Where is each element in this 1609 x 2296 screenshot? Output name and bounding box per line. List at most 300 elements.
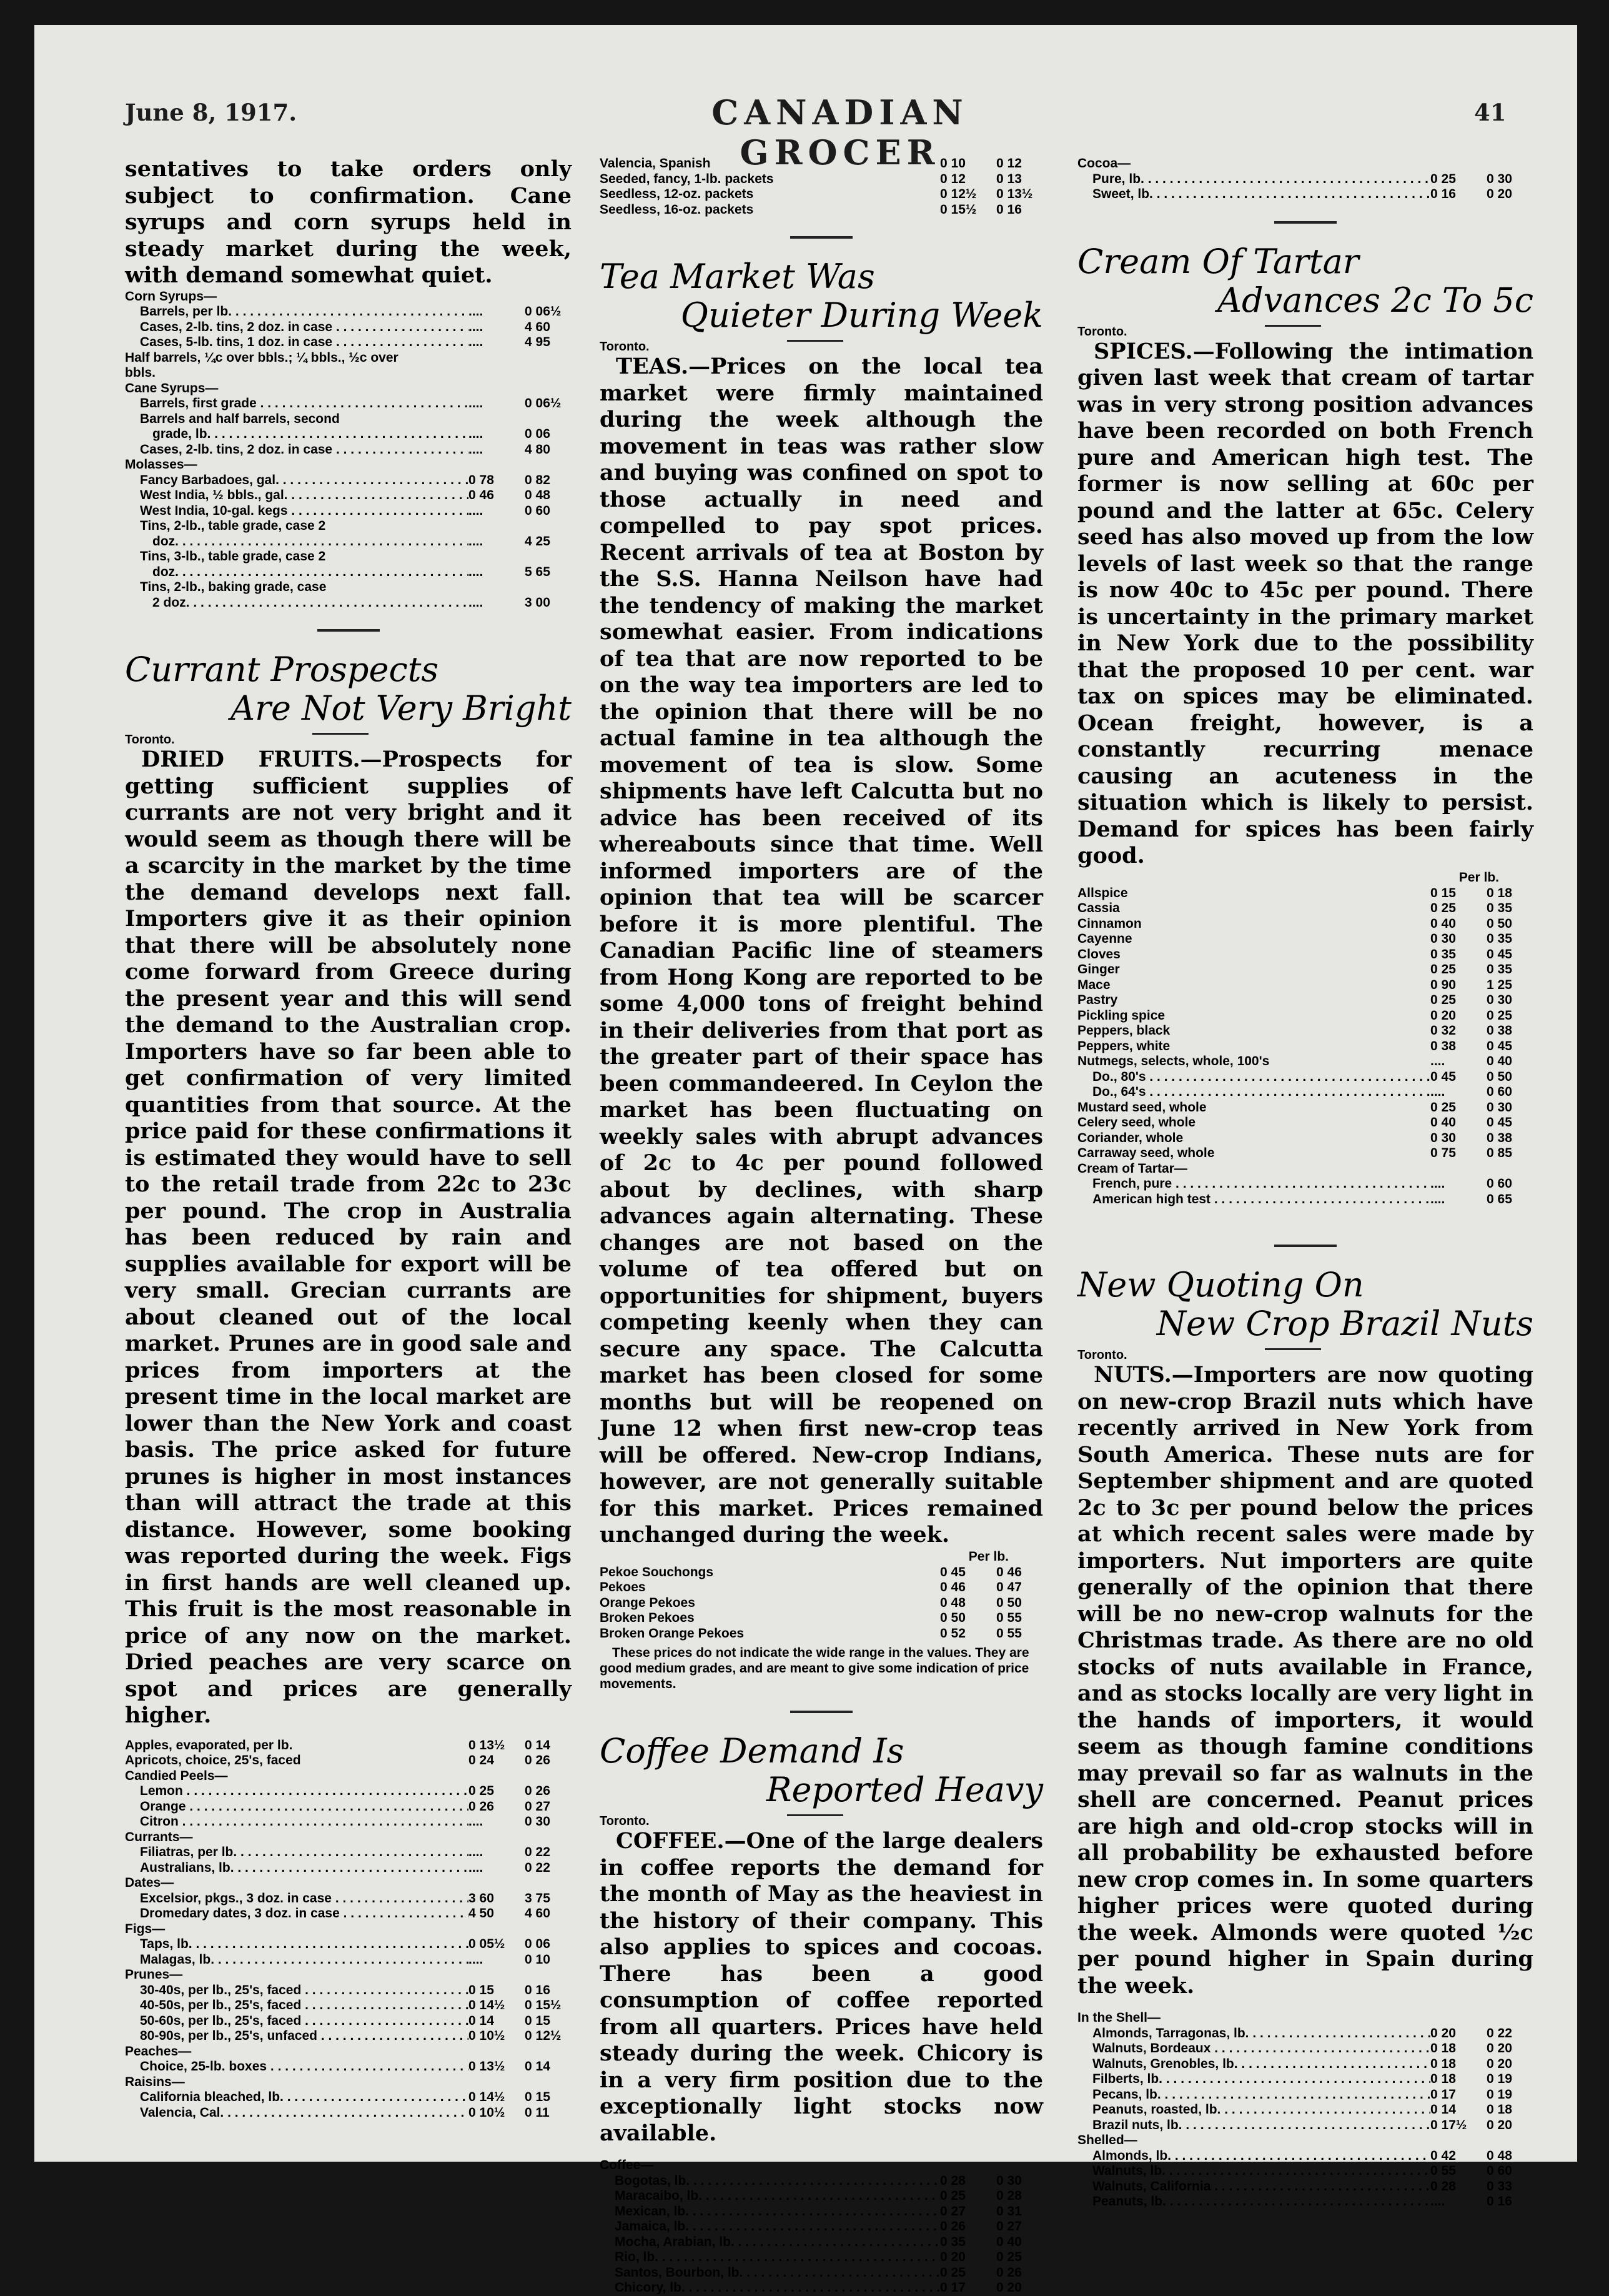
item-name: Barrels, per lb. . . . xyxy=(140,304,468,320)
high-price: 0 15 xyxy=(525,2013,550,2028)
item-name: West India, ½ bbls., gal. . . . xyxy=(140,488,468,504)
low-price: 0 30 xyxy=(1430,932,1456,946)
item-name: American high test . . . xyxy=(1092,1192,1430,1208)
price-row xyxy=(125,2014,572,2029)
high-price: 0 48 xyxy=(1487,2148,1512,2163)
item-name: Cases, 5-lb. tins, 1 doz. in case . . . xyxy=(140,335,468,350)
high-price: 1 25 xyxy=(1487,977,1512,992)
item-name: Peanuts, lb. . . . xyxy=(1092,2194,1430,2210)
low-price: .... xyxy=(468,319,483,334)
price-row xyxy=(1077,1161,1533,1177)
high-price xyxy=(525,457,572,473)
low-price: 0 25 xyxy=(940,2265,966,2280)
high-price xyxy=(1487,2010,1533,2026)
cocoa-price-table xyxy=(1077,156,1533,202)
column-1 xyxy=(125,156,572,2120)
item-name: Taps, lb. . . . xyxy=(140,1937,468,1952)
dateline: Toronto. xyxy=(1077,325,1533,339)
price-row xyxy=(125,1845,572,1861)
high-price xyxy=(525,549,572,565)
low-price: 0 75 xyxy=(1430,1146,1456,1160)
item-name: Seeded, fancy, 1-lb. packets xyxy=(600,171,774,186)
high-price: 0 25 xyxy=(996,2250,1022,2264)
item-name: Cloves xyxy=(1077,947,1121,962)
high-price: 0 50 xyxy=(1487,1069,1512,1084)
headline-line-1: New Quoting On xyxy=(1077,1265,1364,1305)
low-price xyxy=(468,381,525,397)
item-name: Valencia, Spanish xyxy=(600,156,711,171)
price-row xyxy=(1077,917,1533,932)
syrups-price-table xyxy=(125,289,572,611)
item-name: Pecans, lb. . . . xyxy=(1092,2087,1430,2103)
low-price: 0 14½ xyxy=(468,1998,505,2012)
price-row xyxy=(125,1784,572,1799)
item-name: Tins, 3-lb., table grade, case 2 xyxy=(140,549,326,564)
low-price: 4 50 xyxy=(468,1906,494,1921)
high-price xyxy=(1487,2133,1533,2149)
page-date: June 8, 1917. xyxy=(125,99,297,126)
price-row xyxy=(1077,1039,1533,1055)
low-price: 0 46 xyxy=(468,488,494,502)
item-name: 40-50s, per lb., 25's, faced . . . xyxy=(140,1998,468,2014)
low-price xyxy=(468,2044,525,2060)
low-price xyxy=(468,1876,525,1891)
high-price: 0 20 xyxy=(1487,2056,1512,2071)
low-price: .... xyxy=(1430,1085,1445,1099)
headline-line-1: Coffee Demand Is xyxy=(600,1731,904,1771)
high-price: 5 65 xyxy=(525,564,550,579)
low-price: 0 13½ xyxy=(468,2059,505,2074)
high-price: 0 50 xyxy=(1487,916,1512,931)
price-row xyxy=(1077,993,1533,1008)
item-name: Cream of Tartar— xyxy=(1077,1161,1187,1176)
price-row xyxy=(125,396,572,412)
publication-title: CANADIAN GROCER xyxy=(711,92,969,172)
high-price: 0 13 xyxy=(996,171,1022,186)
price-row xyxy=(600,172,1043,187)
column-2 xyxy=(600,156,1043,2296)
currant-headline xyxy=(125,650,572,728)
low-price: 0 78 xyxy=(468,472,494,487)
tea-article: TEAS.—Prices on the local tea market were firmly maintained during the week although the movement in teas was rather slow and buying was confined on spot to those actually in need and compelled to pay spot prices. Recent arrivals of tea at Boston by the S.S. Hanna Neilson have had the tendency of making the market somewhat easier. From indications of tea that are now reported to be on the way tea importers are led to the opinion that there will be no actual famine in tea although the movement of tea is slow. Some shipments have left Calcutta but no advice has been received of its whereabouts since that time. Well informed importers are of the opinion that tea will be scarcer before it is more plentiful. The Canadian Pacific line of steamers from Hong Kong are reported to be some 4,000 tons of freight behind in their deliveries from that port as the greater part of their space has been commandeered. In Ceylon the market has been fluctuating on weekly sales with abrupt advances of 2c to 4c per pound followed about by declines, with sharp advances again alternating. These changes are not based on the volume of tea offered but on opportunities for shipment, buyers competing keenly when they can secure any space. The Calcutta market has been closed for some months but will be reopened on June 12 when first new-crop teas will be offered. New-crop Indians, however, are not generally suitable for this market. Prices remained unchanged during the week. xyxy=(600,354,1043,1548)
item-name: Maracaibo, lb. . . . xyxy=(615,2189,940,2204)
item-name: 30-40s, per lb., 25's, faced . . . xyxy=(140,1983,468,1999)
coffee-price-table xyxy=(600,2158,1043,2296)
low-price: 0 10½ xyxy=(468,2029,505,2043)
price-row xyxy=(1077,886,1533,902)
dateline: Toronto. xyxy=(600,340,1043,354)
item-name: Dates— xyxy=(125,1876,174,1890)
item-name: Filiatras, per lb. . . . xyxy=(140,1845,468,1861)
item-name: Walnuts, Bordeaux . . . xyxy=(1092,2041,1430,2057)
high-price: 0 25 xyxy=(1487,1008,1512,1023)
item-name: Broken Orange Pekoes xyxy=(600,1626,745,1641)
low-price: 0 16 xyxy=(1430,187,1456,201)
price-row xyxy=(125,1753,572,1769)
item-name: Prunes— xyxy=(125,1967,183,1982)
high-price: 0 65 xyxy=(1487,1191,1512,1206)
high-price xyxy=(525,1876,572,1891)
high-price: 0 28 xyxy=(996,2189,1022,2203)
price-row xyxy=(600,1596,1043,1611)
price-row xyxy=(600,2189,1043,2204)
high-price: 0 06½ xyxy=(525,304,562,319)
price-row xyxy=(125,595,572,611)
price-row xyxy=(1077,1054,1533,1070)
high-price: 0 06½ xyxy=(525,396,562,410)
low-price: 0 45 xyxy=(940,1564,966,1579)
item-name: Filberts, lb. . . . xyxy=(1092,2072,1430,2087)
high-price xyxy=(525,1967,572,1983)
high-price xyxy=(1487,156,1533,172)
price-row xyxy=(1077,1085,1533,1100)
high-price xyxy=(1487,1161,1533,1177)
coffee-article: COFFEE.—One of the large dealers in coffee reports the demand for the month of May as the heaviest in the history of their company. This also applies to spices and cocoas. There has been a good consumption of coffee reported from all quarters. Prices have held steady during the week. Chicory is in a very firm position due to the exceptionally light stocks now available. xyxy=(600,1828,1043,2146)
low-price xyxy=(468,2075,525,2090)
low-price: 0 05½ xyxy=(468,1937,505,1951)
high-price: 0 45 xyxy=(1487,1038,1512,1053)
item-name: West India, 10-gal. kegs . . . xyxy=(140,504,468,519)
item-name: Cinnamon xyxy=(1077,916,1142,931)
low-price: 0 45 xyxy=(1430,1069,1456,1084)
price-row xyxy=(1077,1023,1533,1039)
low-price xyxy=(468,1967,525,1983)
nuts-price-table xyxy=(1077,2010,1533,2210)
price-row xyxy=(125,473,572,489)
price-row xyxy=(1077,1131,1533,1146)
item-name: Peaches— xyxy=(125,2044,192,2059)
price-row xyxy=(600,2174,1043,2189)
high-price: 0 82 xyxy=(525,472,550,487)
item-name: bbls. xyxy=(125,365,156,380)
item-name: Corn Syrups— xyxy=(125,289,217,304)
low-price: .... xyxy=(468,442,483,457)
price-row xyxy=(1077,156,1533,172)
syrups-intro: sentatives to take orders only subject to confirmation. Cane syrups and corn syrups held in steady market during the week, with demand somewhat quiet. xyxy=(125,156,572,288)
item-name: Walnuts, Grenobles, lb. . . . xyxy=(1092,2057,1430,2072)
high-price: 4 25 xyxy=(525,534,550,549)
item-name: Cassia xyxy=(1077,901,1120,915)
price-row xyxy=(125,1738,572,1754)
item-name: Walnuts, lb. . . . xyxy=(1092,2164,1430,2179)
item-name: Ginger xyxy=(1077,962,1120,977)
nuts-headline xyxy=(1077,1266,1533,1343)
high-price: 0 22 xyxy=(1487,2025,1512,2040)
low-price: 0 50 xyxy=(940,1611,966,1625)
low-price: 0 48 xyxy=(940,1595,966,1610)
high-price: 0 26 xyxy=(525,1753,550,1767)
low-price: 0 25 xyxy=(1430,993,1456,1007)
low-price: 0 90 xyxy=(1430,977,1456,992)
low-price: 0 27 xyxy=(940,2204,966,2219)
price-row xyxy=(125,320,572,335)
dried-fruits-price-table xyxy=(125,1738,572,2121)
item-name: Cayenne xyxy=(1077,932,1132,946)
high-price: 3 75 xyxy=(525,1891,550,1906)
price-row xyxy=(125,1983,572,1999)
price-row xyxy=(125,1876,572,1891)
high-price: 0 48 xyxy=(525,488,550,502)
high-price xyxy=(996,2158,1043,2174)
high-price: 4 60 xyxy=(525,319,550,334)
low-price: 0 25 xyxy=(1430,171,1456,186)
item-name: Celery seed, whole xyxy=(1077,1115,1196,1130)
low-price: .... xyxy=(1430,1176,1445,1191)
low-price: 0 20 xyxy=(940,2250,966,2264)
high-price: 0 20 xyxy=(1487,187,1512,201)
price-row xyxy=(1077,2041,1533,2057)
high-price: 0 45 xyxy=(1487,1115,1512,1130)
high-price: 0 46 xyxy=(996,1564,1022,1579)
item-name: Apples, evaporated, per lb. xyxy=(125,1737,293,1752)
low-price: 0 15 xyxy=(468,1982,494,1997)
spices-article: SPICES.—Following the intimation given last week that cream of tartar was in very strong position advances have been recorded on both French pure and American high test. The former is now selling at 60c per pound and the latter at 65c. Celery seed has also moved up from the low levels of last week so that the range is now 40c to 45c per pound. There is uncertainty in the primary market in New York due to the possibility that the proposed 10 per cent. war tax on spices may be eliminated. Ocean freight, however, is a constantly recurring menace causing an acuteness in the situation which is likely to persist. Demand for spices has been fairly good. xyxy=(1077,338,1533,868)
headline-line-2: Advances 2c To 5c xyxy=(1217,280,1533,320)
section-rule xyxy=(790,236,853,239)
low-price xyxy=(468,350,525,366)
low-price: .... xyxy=(468,1845,483,1859)
low-price xyxy=(1430,1161,1487,1177)
high-price: 0 60 xyxy=(1487,1085,1512,1099)
price-row xyxy=(600,1580,1043,1596)
high-price xyxy=(525,580,572,595)
high-price xyxy=(525,381,572,397)
low-price: 0 28 xyxy=(940,2173,966,2188)
high-price: 0 06 xyxy=(525,427,550,441)
high-price xyxy=(525,2075,572,2090)
high-price: 0 60 xyxy=(525,503,550,518)
high-price xyxy=(525,365,572,381)
low-price: 0 14 xyxy=(468,2013,494,2028)
low-price: 0 18 xyxy=(1430,2041,1456,2055)
high-price: 0 33 xyxy=(1487,2179,1512,2194)
low-price xyxy=(468,519,525,534)
low-price: .... xyxy=(468,1952,483,1967)
price-row xyxy=(1077,2194,1533,2210)
low-price: 0 15½ xyxy=(940,202,977,217)
price-row xyxy=(1077,1100,1533,1116)
high-price: 0 35 xyxy=(1487,932,1512,946)
price-row xyxy=(1077,2118,1533,2134)
nuts-article: NUTS.—Importers are now quoting on new-crop Brazil nuts which have recently arrived in New York from South America. These nuts are for September shipment and are quoted 2c to 3c per pound below the prices at which recent sales were made by importers. Nut importers are quite generally of the opinion that there will be no new-crop walnuts for the Christmas trade. As there are no old stocks of nuts available in France, and as stocks locally are very light in the hands of importers, it would seem as though famine conditions may prevail so far as walnuts in the shell are concerned. Peanut prices are high and old-crop stocks will in all probability be exhausted before new crop comes in. In some quarters higher prices were quoted during the week. Almonds were quoted ½c per pound higher in Spain during the week. xyxy=(1077,1362,1533,1999)
high-price: 0 20 xyxy=(1487,2117,1512,2132)
low-price: .... xyxy=(468,503,483,518)
raisins-price-table xyxy=(600,156,1043,217)
high-price: 0 27 xyxy=(525,1799,550,1814)
low-price xyxy=(468,1922,525,1937)
high-price: 0 85 xyxy=(1487,1146,1512,1160)
price-row xyxy=(125,457,572,473)
price-row xyxy=(125,565,572,580)
low-price: 0 28 xyxy=(1430,2179,1456,2194)
low-price: .... xyxy=(1430,1191,1445,1206)
price-row xyxy=(125,1998,572,2014)
headline-line-1: Tea Market Was xyxy=(600,257,875,296)
item-name: Peanuts, roasted, lb. . . . xyxy=(1092,2102,1430,2118)
low-price: 0 40 xyxy=(1430,1115,1456,1130)
item-name: Australians, lb. . . . xyxy=(140,1861,468,1876)
item-name: Pickling spice xyxy=(1077,1008,1166,1023)
per-lb-header: Per lb. xyxy=(968,1549,1009,1564)
item-name: 50-60s, per lb., 25's, faced . . . xyxy=(140,2014,468,2029)
item-name: Coriander, whole xyxy=(1077,1130,1184,1145)
section-rule xyxy=(1274,1245,1337,1247)
price-row xyxy=(600,2280,1043,2296)
low-price: 0 40 xyxy=(1430,916,1456,931)
item-name: Cases, 2-lb. tins, 2 doz. in case . . . xyxy=(140,442,468,458)
high-price: 0 18 xyxy=(1487,2102,1512,2117)
price-row xyxy=(1077,2072,1533,2087)
price-row xyxy=(600,2235,1043,2250)
low-price: .... xyxy=(468,564,483,579)
item-name: Tins, 2-lb., baking grade, case xyxy=(140,580,327,594)
item-name: Fancy Barbadoes, gal. . . . xyxy=(140,473,468,489)
price-row xyxy=(1077,2133,1533,2149)
headline-line-2: Reported Heavy xyxy=(766,1770,1043,1809)
high-price: 0 40 xyxy=(996,2234,1022,2249)
high-price: 0 15 xyxy=(525,2090,550,2104)
high-price: 0 15½ xyxy=(525,1998,562,2012)
price-row xyxy=(1077,962,1533,978)
high-price: 0 30 xyxy=(996,2173,1022,2188)
low-price: .... xyxy=(468,304,483,319)
high-price: 0 16 xyxy=(996,202,1022,217)
price-row xyxy=(1077,2164,1533,2179)
price-row xyxy=(1077,187,1533,202)
price-row xyxy=(1077,947,1533,963)
item-name: Broken Pekoes xyxy=(600,1611,695,1625)
price-row xyxy=(125,2075,572,2090)
headline-line-1: Cream Of Tartar xyxy=(1077,241,1359,281)
low-price: 0 20 xyxy=(1430,2025,1456,2040)
headline-line-1: Currant Prospects xyxy=(125,650,439,689)
item-name: Carraway seed, whole xyxy=(1077,1146,1215,1160)
high-price: 0 30 xyxy=(1487,993,1512,1007)
low-price: 0 17 xyxy=(1430,2087,1456,2102)
price-row xyxy=(125,580,572,595)
item-name: Mexican, lb. . . . xyxy=(615,2204,940,2220)
low-price: 3 60 xyxy=(468,1891,494,1906)
low-price: 0 18 xyxy=(1430,2072,1456,2086)
high-price xyxy=(525,289,572,305)
high-price xyxy=(525,350,572,366)
high-price: 0 31 xyxy=(996,2204,1022,2219)
high-price: 0 35 xyxy=(1487,901,1512,915)
high-price: 0 50 xyxy=(996,1595,1022,1610)
item-name: Barrels, first grade . . . xyxy=(140,396,468,412)
item-name: Dromedary dates, 3 doz. in case . . . xyxy=(140,1906,468,1922)
low-price: .... xyxy=(468,427,483,441)
item-name: Orange . . . xyxy=(140,1799,468,1815)
section-rule xyxy=(317,629,380,632)
price-row xyxy=(125,365,572,381)
price-row xyxy=(600,2204,1043,2220)
item-name: Lemon . . . xyxy=(140,1784,468,1799)
high-price: 0 30 xyxy=(1487,1100,1512,1115)
item-name: Pure, lb. . . . xyxy=(1092,172,1430,187)
item-name: Allspice xyxy=(1077,885,1128,900)
low-price: 0 12 xyxy=(940,171,966,186)
low-price: .... xyxy=(468,396,483,410)
item-name: California bleached, lb. . . . xyxy=(140,2090,468,2105)
price-row xyxy=(125,442,572,458)
price-row xyxy=(125,2105,572,2121)
item-name: Cocoa— xyxy=(1077,156,1131,171)
item-name: Excelsior, pkgs., 3 doz. in case . . . xyxy=(140,1891,468,1907)
low-price xyxy=(468,1830,525,1846)
low-price: .... xyxy=(468,1860,483,1875)
price-row xyxy=(125,2029,572,2044)
price-row xyxy=(125,504,572,519)
low-price: 0 26 xyxy=(468,1799,494,1814)
item-name: Almonds, Tarragonas, lb. . . . xyxy=(1092,2026,1430,2042)
headline-line-2: New Crop Brazil Nuts xyxy=(1156,1304,1533,1343)
low-price xyxy=(468,365,525,381)
item-name: Rio, lb. . . . xyxy=(615,2250,940,2265)
high-price: 0 14 xyxy=(525,1737,550,1752)
high-price: 0 26 xyxy=(996,2265,1022,2280)
price-row xyxy=(125,1952,572,1968)
item-name: Bogotas, lb. . . . xyxy=(615,2174,940,2189)
item-name: Orange Pekoes xyxy=(600,1595,695,1610)
price-row xyxy=(1077,2102,1533,2118)
item-name: Peppers, white xyxy=(1077,1038,1171,1053)
price-row xyxy=(600,187,1043,202)
high-price: 4 60 xyxy=(525,1906,550,1921)
low-price xyxy=(468,289,525,305)
item-name: Coffee— xyxy=(600,2158,654,2172)
item-name: Valencia, Cal. . . . xyxy=(140,2105,468,2121)
low-price: 0 17 xyxy=(940,2280,966,2295)
price-row xyxy=(600,2250,1043,2265)
price-row xyxy=(1077,2179,1533,2195)
price-row xyxy=(1077,2010,1533,2026)
price-row xyxy=(1077,2087,1533,2103)
low-price: 0 10½ xyxy=(468,2105,505,2120)
low-price: 0 35 xyxy=(1430,947,1456,962)
tea-headline xyxy=(600,257,1043,335)
price-row xyxy=(1077,1070,1533,1085)
high-price xyxy=(525,2044,572,2060)
item-name: Seedless, 12-oz. packets xyxy=(600,187,754,201)
low-price: 0 52 xyxy=(940,1626,966,1641)
item-name: doz. . . . xyxy=(152,565,468,580)
high-price xyxy=(525,1922,572,1937)
high-price: 0 27 xyxy=(996,2219,1022,2234)
price-row xyxy=(125,304,572,320)
item-name: French, pure . . . xyxy=(1092,1176,1430,1192)
price-row xyxy=(125,412,572,427)
price-row xyxy=(1077,1146,1533,1161)
low-price: .... xyxy=(468,335,483,349)
item-name: Currants— xyxy=(125,1829,193,1844)
high-price: 0 55 xyxy=(996,1626,1022,1641)
low-price: 0 30 xyxy=(1430,1130,1456,1145)
low-price: 0 55 xyxy=(1430,2164,1456,2178)
price-row xyxy=(1077,1115,1533,1131)
low-price xyxy=(468,1769,525,1784)
price-row xyxy=(125,1922,572,1937)
low-price: .... xyxy=(468,534,483,549)
price-row xyxy=(1077,1176,1533,1192)
item-name: Half barrels, ¼c over bbls.; ¼ bbls., ½c over xyxy=(125,350,399,365)
high-price: 0 06 xyxy=(525,1937,550,1951)
high-price: 0 11 xyxy=(525,2105,550,2120)
price-row xyxy=(125,1937,572,1952)
high-price: 0 30 xyxy=(1487,171,1512,186)
section-rule xyxy=(790,1711,853,1713)
dried-fruits-article: DRIED FRUITS.—Prospects for getting sufficient supplies of currants are not very bright and it would seem as though there will be a scarcity in the market by the time the demand develops next fall. Importers give it as their opinion that there will be absolutely none come forward from Greece during the present year and this will send the demand to the Australian crop. Importers have so far been able to get confirmation of very limited quantities from that source. At the price paid for these confirmations it is estimated they would have to sell to the retail trade from 22c to 23c per pound. The crop in Australia has been reduced by rain and supplies available for export will be very small. Grecian currants are about cleaned out of the local market. Prunes are in good sale and prices from importers at the present time in the local market are lower than the New York and coast basis. The price asked for future prunes is higher in most instances than will attract the trade at this distance. However, some booking was reported during the week. Figs in first hands are well cleaned up. This fruit is the most reasonable in price of any now on the market. Dried peaches are very scarce on spot and prices are generally higher. xyxy=(125,747,572,1728)
